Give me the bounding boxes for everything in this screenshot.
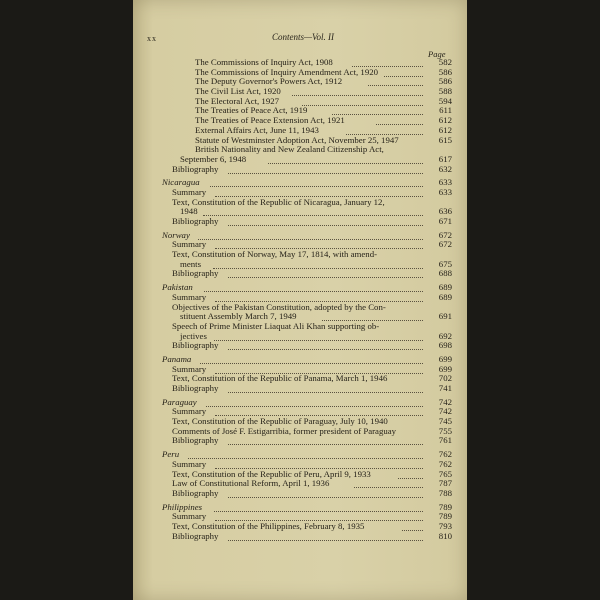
- entry-title: Text, Constitution of the Republic of Panama, March 1, 1946: [172, 373, 388, 384]
- entry-page: 741: [438, 383, 452, 393]
- entry-page: 586: [438, 76, 452, 87]
- entry-title: External Affairs Act, June 11, 1943: [195, 124, 319, 135]
- entry-title: British Nationality and New Zealand Citizenship Act,: [195, 144, 384, 155]
- entry-title: Bibliography: [172, 530, 219, 541]
- entry-title: Summary: [172, 406, 207, 417]
- entry-page: 810: [438, 530, 452, 541]
- entry-title: Summary: [172, 291, 207, 302]
- entry-title: Law of Constitutional Reform, April 1, 1936: [172, 478, 330, 489]
- toc-entry: [0, 165, 600, 175]
- entry-title: Summary: [172, 186, 207, 197]
- table-of-contents: [0, 58, 600, 541]
- entry-page: 588: [438, 86, 452, 97]
- entry-page: 691: [438, 311, 452, 322]
- toc-entry: [0, 260, 600, 270]
- entry-page: 672: [438, 229, 452, 240]
- entry-page: 762: [438, 458, 452, 469]
- page-number: xx: [147, 34, 157, 43]
- entry-page: 586: [438, 66, 452, 77]
- entry-title: Statute of Westminster Adoption Act, November 25, 1947: [195, 134, 399, 145]
- entry-title: Text, Constitution of Norway, May 17, 1814, with amend-: [172, 249, 378, 260]
- entry-page: 582: [438, 57, 452, 67]
- country-name: Peru: [162, 449, 180, 460]
- entry-title: Bibliography: [172, 435, 219, 446]
- entry-page: 702: [438, 373, 452, 384]
- entry-title: Summary: [172, 458, 207, 469]
- entry-page: 675: [438, 258, 452, 269]
- entry-title: Summary: [172, 239, 207, 250]
- toc-entry: [0, 269, 600, 279]
- entry-title: Comments of José F. Estigarribia, former president of Paraguay: [172, 425, 397, 436]
- toc-entry: [0, 489, 600, 499]
- entry-title: Bibliography: [172, 216, 219, 226]
- entry-title: Text, Constitution of the Republic of Nicaragua, January 12,: [172, 196, 385, 207]
- country-name: Paraguay: [162, 396, 197, 407]
- entry-page: 788: [438, 487, 452, 498]
- toc-entry: [0, 427, 600, 437]
- country-heading: [0, 178, 600, 188]
- entry-page: 688: [438, 268, 452, 279]
- country-heading: [0, 450, 600, 460]
- entry-page: 765: [438, 468, 452, 479]
- entry-title: ments: [180, 258, 202, 269]
- entry-title: Text, Constitution of the Republic of Paraguay, July 10, 1940: [172, 416, 388, 427]
- toc-entry: [0, 250, 600, 260]
- entry-page: 761: [438, 435, 452, 446]
- page-column-label: Page: [428, 49, 446, 59]
- toc-entry: [0, 384, 600, 394]
- entry-title: Text, Constitution of the Republic of Peru, April 9, 1933: [172, 468, 371, 479]
- country-heading: [0, 355, 600, 365]
- entry-title: Bibliography: [172, 383, 219, 393]
- entry-title: The Treaties of Peace Extension Act, 1921: [195, 115, 345, 126]
- entry-page: 611: [439, 105, 452, 116]
- toc-entry: [0, 217, 600, 227]
- toc-entry: [0, 322, 600, 332]
- entry-page: 689: [438, 282, 452, 293]
- toc-entry: [0, 332, 600, 342]
- entry-page: 692: [438, 330, 452, 341]
- entry-page: 789: [438, 511, 452, 522]
- country-heading: [0, 231, 600, 241]
- entry-title: Bibliography: [172, 487, 219, 498]
- toc-entry: [0, 532, 600, 542]
- running-head: Contents—Vol. II: [272, 32, 334, 42]
- entry-title: Bibliography: [172, 268, 219, 279]
- entry-page: 689: [438, 291, 452, 302]
- toc-entry: [0, 341, 600, 351]
- entry-page: 615: [438, 134, 452, 145]
- entry-page: 632: [438, 163, 452, 174]
- toc-entry: [0, 436, 600, 446]
- toc-entry: [0, 155, 600, 165]
- entry-page: 594: [438, 95, 452, 106]
- entry-page: 742: [438, 396, 452, 407]
- entry-page: 672: [438, 239, 452, 250]
- country-name: Philippines: [162, 501, 203, 512]
- entry-title: 1948: [180, 206, 198, 217]
- country-name: Panama: [162, 353, 192, 364]
- entry-page: 698: [438, 340, 452, 351]
- toc-entry: [0, 479, 600, 489]
- toc-entry: [0, 374, 600, 384]
- entry-page: 762: [438, 449, 452, 460]
- nz-acts-list: [0, 58, 600, 145]
- toc-entry: [0, 303, 600, 313]
- toc-entry: [0, 145, 600, 155]
- entry-page: 787: [438, 478, 452, 489]
- toc-entry: [0, 522, 600, 532]
- entry-title: Text, Constitution of the Philippines, February 8, 1935: [172, 520, 365, 531]
- entry-title: September 6, 1948: [180, 153, 247, 164]
- entry-page: 742: [438, 406, 452, 417]
- entry-title: Bibliography: [172, 340, 219, 351]
- entry-title: The Civil List Act, 1920: [195, 86, 281, 97]
- entry-title: Speech of Prime Minister Liaquat Ali Khan supporting ob-: [172, 320, 380, 331]
- toc-entry: [0, 207, 600, 217]
- entry-title: Bibliography: [172, 163, 219, 174]
- entry-title: The Deputy Governor's Powers Act, 1912: [195, 76, 343, 87]
- entry-page: 633: [438, 177, 452, 188]
- country-heading: [0, 283, 600, 293]
- country-name: Pakistan: [162, 282, 193, 293]
- country-heading: [0, 398, 600, 408]
- toc-entry: [0, 87, 600, 97]
- entry-page: 636: [438, 206, 452, 217]
- entry-title: jectives: [180, 330, 207, 341]
- entry-page: 745: [438, 416, 452, 427]
- entry-title: The Electoral Act, 1927: [195, 95, 280, 106]
- entry-page: 633: [438, 186, 452, 197]
- entry-page: 793: [438, 520, 452, 531]
- entry-title: The Commissions of Inquiry Amendment Act, 1920: [195, 66, 379, 77]
- entry-title: Summary: [172, 363, 207, 374]
- toc-entry: [0, 77, 600, 87]
- country-heading: [0, 503, 600, 513]
- entry-page: 612: [438, 124, 452, 135]
- entry-title: Objectives of the Pakistan Constitution, adopted by the Con-: [172, 301, 386, 312]
- entry-title: stituent Assembly March 7, 1949: [180, 311, 297, 322]
- toc-entry: [0, 198, 600, 208]
- entry-page: 755: [438, 425, 452, 436]
- entry-page: 789: [438, 501, 452, 512]
- entry-title: The Commissions of Inquiry Act, 1908: [195, 57, 333, 67]
- entry-title: Summary: [172, 511, 207, 522]
- country-name: Nicaragua: [162, 177, 200, 188]
- entry-title: The Treaties of Peace Act, 1919: [195, 105, 308, 116]
- entry-page: 617: [438, 153, 452, 164]
- entry-page: 699: [438, 363, 452, 374]
- entry-page: 671: [438, 216, 452, 226]
- entry-page: 612: [438, 115, 452, 126]
- country-name: Norway: [162, 229, 190, 240]
- entry-page: 699: [438, 353, 452, 364]
